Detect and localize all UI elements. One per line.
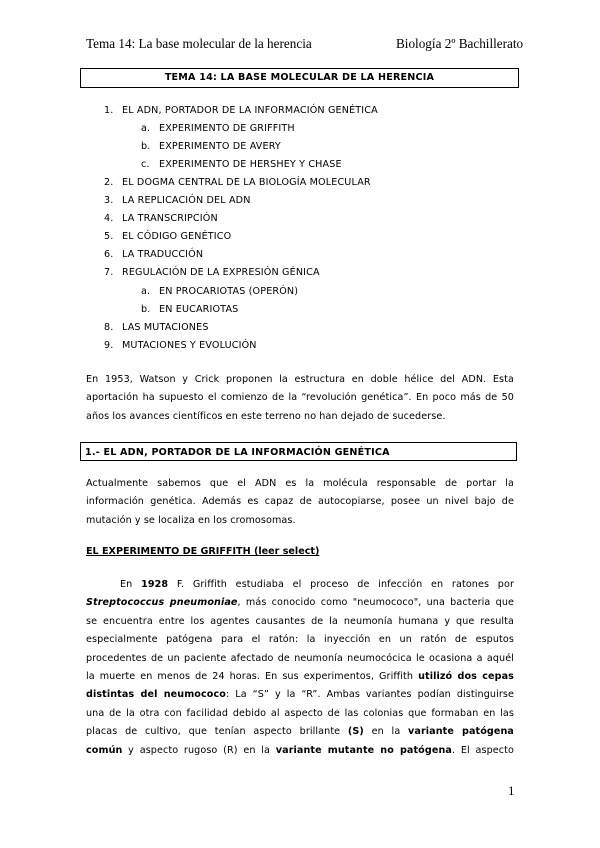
toc-label: LAS MUTACIONES bbox=[122, 322, 209, 333]
toc-label: LA TRADUCCIÓN bbox=[122, 249, 204, 260]
intro-paragraph bbox=[86, 371, 514, 426]
toc-number: 6. bbox=[104, 249, 114, 260]
text-line bbox=[86, 594, 514, 612]
text-line: se encuentra entre los agentes causantes de la neumonía humana y que resulta bbox=[86, 615, 514, 627]
section1-paragraph bbox=[86, 475, 514, 530]
text-line bbox=[86, 576, 514, 594]
toc-number: 5. bbox=[104, 231, 114, 242]
section-heading: 1.- EL ADN, PORTADOR DE LA INFORMACIÓN GENÉTICA bbox=[80, 442, 517, 461]
text-run: : La “S” y la “R”. Ambas variantes podían distinguirse bbox=[225, 689, 514, 701]
bold-year: 1928 bbox=[141, 579, 169, 590]
text-line: especialmente patógena para el ratón: la inyección en un ratón de esputos bbox=[86, 634, 514, 646]
text-run: , más conocido como "neumococo", una bacteria que bbox=[237, 597, 514, 609]
subsection-heading: EL EXPERIMENTO DE GRIFFITH (leer select) bbox=[86, 546, 320, 557]
toc-label: EXPERIMENTO DE HERSHEY Y CHASE bbox=[159, 159, 342, 170]
document-title: TEMA 14: LA BASE MOLECULAR DE LA HERENCIA bbox=[80, 68, 519, 88]
text-run: en la bbox=[363, 726, 409, 738]
toc-number: 8. bbox=[104, 322, 114, 333]
toc-label: EL CÓDIGO GENÉTICO bbox=[122, 231, 232, 242]
header-left: Tema 14: La base molecular de la herencia bbox=[86, 36, 312, 51]
text-run: y aspecto rugoso (R) en la bbox=[122, 744, 276, 756]
toc-number: b. bbox=[141, 304, 151, 315]
toc-number: a. bbox=[141, 123, 151, 134]
toc-label: LA REPLICACIÓN DEL ADN bbox=[122, 195, 251, 206]
toc-number: c. bbox=[141, 159, 150, 170]
species-name: Streptococcus pneumoniae bbox=[86, 597, 238, 609]
toc-number: b. bbox=[141, 141, 151, 152]
text-run: . El aspecto bbox=[451, 744, 514, 756]
toc-number: a. bbox=[141, 286, 151, 297]
text-line: información genética. Además es capaz de autocopiarse, posee un nivel bajo de bbox=[86, 496, 514, 508]
text-run: F. Griffith estudiaba el proceso de infección en ratones por bbox=[168, 579, 514, 590]
toc-label: EL ADN, PORTADOR DE LA INFORMACIÓN GENÉTICA bbox=[122, 105, 378, 116]
toc-label: EN PROCARIOTAS (OPERÓN) bbox=[159, 286, 299, 297]
text-line: años los avances científicos en este terreno no han dejado de sucederse. bbox=[86, 410, 446, 422]
toc-label: LA TRANSCRIPCIÓN bbox=[122, 213, 218, 224]
toc-number: 3. bbox=[104, 195, 114, 206]
bold-text: común bbox=[86, 744, 123, 756]
toc-number: 2. bbox=[104, 177, 114, 188]
text-line: Actualmente sabemos que el ADN es la molécula responsable de portar la bbox=[86, 478, 514, 489]
bold-text: distintas del neumococo bbox=[86, 689, 226, 701]
text-line: procedentes de un paciente afectado de neumonía neumocócica le ocasiona a aquél bbox=[86, 652, 514, 664]
text-line: mutación y se localiza en los cromosomas. bbox=[86, 514, 296, 526]
text-line bbox=[86, 686, 514, 704]
header-right: Biología 2º Bachillerato bbox=[396, 36, 524, 51]
toc-label: EXPERIMENTO DE GRIFFITH bbox=[159, 123, 295, 134]
toc-number: 4. bbox=[104, 213, 114, 224]
text-line: una de la otra con facilidad debido al aspecto de las colonias que formaban en las bbox=[86, 707, 514, 719]
toc-label: EN EUCARIOTAS bbox=[159, 304, 239, 315]
bold-text: variante mutante no patógena bbox=[275, 744, 452, 756]
text-line bbox=[86, 742, 514, 760]
text-run: placas de cultivo, que tenían aspecto brillante bbox=[86, 726, 348, 738]
bold-text: utilizó dos cepas bbox=[418, 670, 514, 682]
text-run: la muerte en menos de 24 horas. En sus experimentos, Griffith bbox=[86, 670, 419, 682]
text-line bbox=[86, 723, 514, 741]
text-line: En 1953, Watson y Crick proponen la estructura en doble hélice del ADN. Esta bbox=[86, 374, 514, 385]
text-line: aportación ha supuesto el comienzo de la “revolución genética”. En poco más de 50 bbox=[86, 392, 514, 404]
toc-number: 9. bbox=[104, 340, 114, 351]
toc-label: MUTACIONES Y EVOLUCIÓN bbox=[122, 340, 257, 351]
toc-number: 1. bbox=[104, 105, 114, 116]
toc-label: REGULACIÓN DE LA EXPRESIÓN GÉNICA bbox=[122, 267, 320, 278]
bold-text: variante patógena bbox=[408, 726, 514, 738]
griffith-paragraph bbox=[86, 576, 514, 760]
bold-text: (S) bbox=[347, 726, 364, 738]
toc-number: 7. bbox=[104, 267, 114, 278]
text-line bbox=[86, 668, 514, 686]
toc-label: EL DOGMA CENTRAL DE LA BIOLOGÍA MOLECULAR bbox=[122, 177, 371, 188]
text-run: En bbox=[120, 579, 142, 590]
toc-label: EXPERIMENTO DE AVERY bbox=[159, 141, 281, 152]
page-number: 1 bbox=[508, 783, 515, 798]
